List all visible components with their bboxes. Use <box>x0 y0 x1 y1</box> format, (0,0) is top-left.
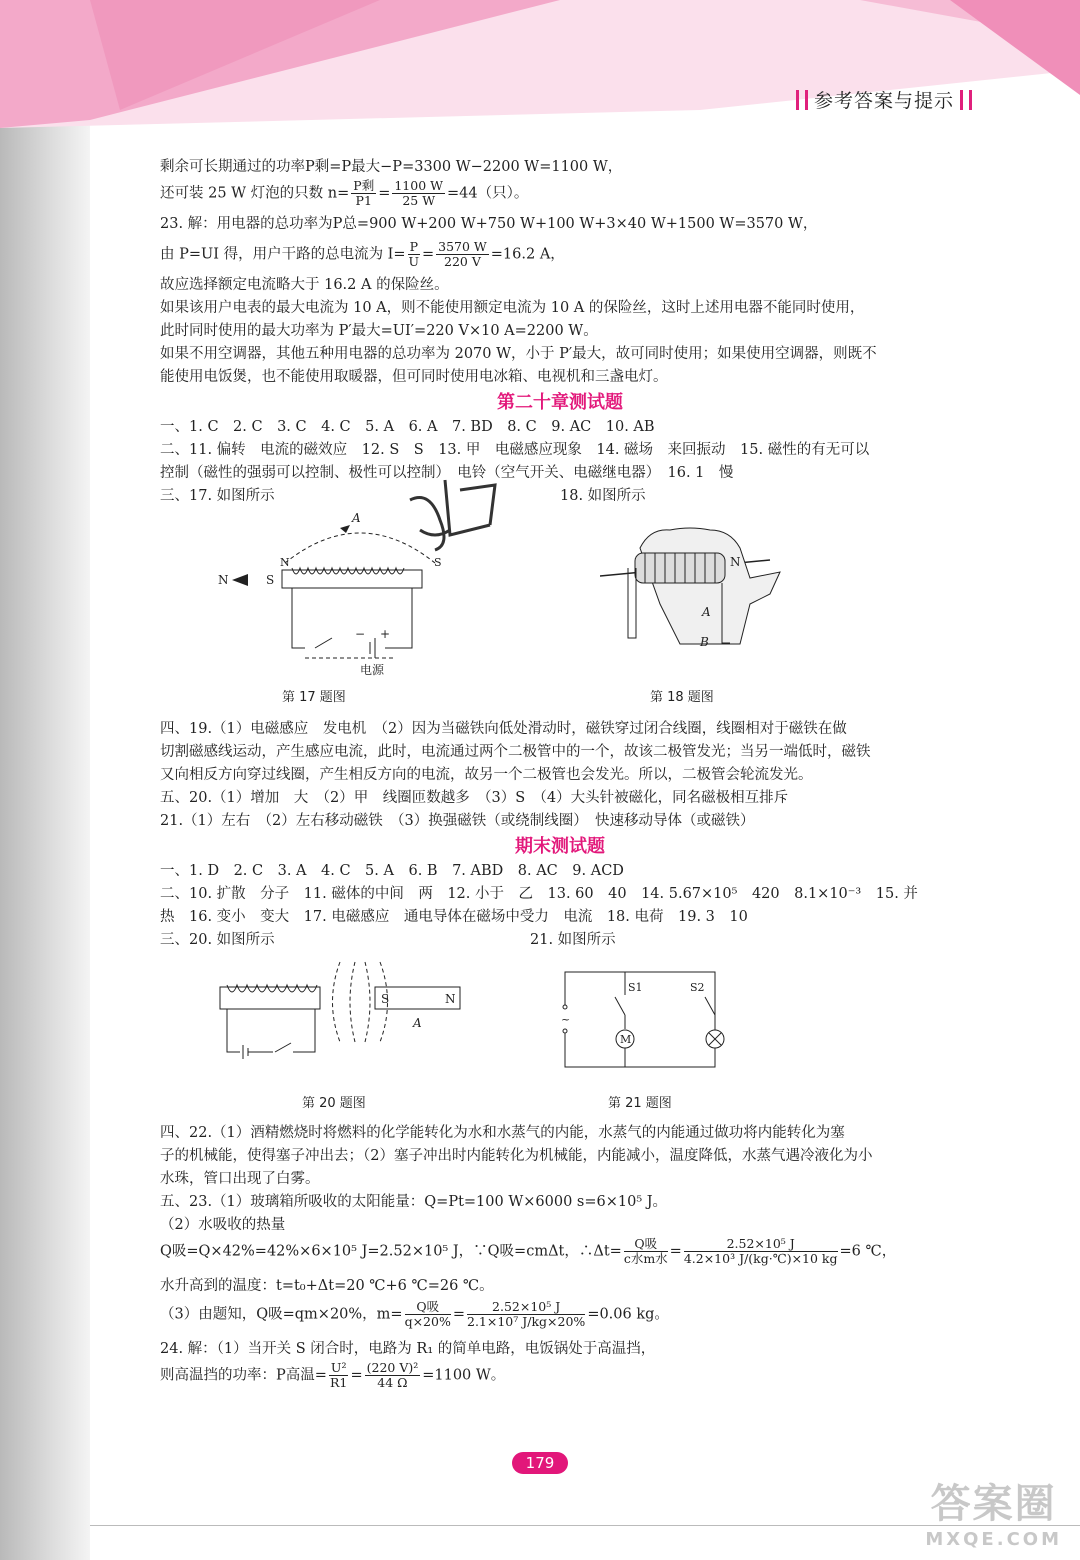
header-title: 参考答案与提示 <box>813 90 954 112</box>
text-line: 子的机械能，使得塞子冲出去；（2）塞子冲出时内能转化为机械能，内能减小，温度降低，水蒸气遇冷液化为小 <box>160 1148 873 1164</box>
fraction: $\frac{\text{Q吸}}{q\times 20\%}$ <box>404 1299 451 1329</box>
text-line: 24. 解：（1）当开关 S 闭合时，电路为 R₁ 的简单电路，电饭锅处于高温挡， <box>160 1341 656 1357</box>
text-line: 五、23.（1）玻璃箱所吸收的太阳能量：Q=Pt=100 W×6000 s=6×10⁵ J。 <box>160 1194 668 1210</box>
text-line: 一、1. D 2. C 3. A 4. C 5. A 6. B 7. ABD 8. AC 9. ACD <box>160 863 624 879</box>
text-span: Q吸=Q×42%=42%×6×10⁵ J=2.52×10⁵ J，∵Q吸=cmΔt，∴Δt= <box>160 1243 622 1260</box>
svg-text:S1: S1 <box>628 981 643 994</box>
fraction: $\frac{\text{(220 V)²}}{44 \Omega}$ <box>366 1360 419 1390</box>
text-line: 热 16. 变小 变大 17. 电磁感应 通电导体在磁场中受力 电流 18. 电荷 19. 3 10 <box>160 909 748 925</box>
text-line: 21.（1）左右 （2）左右移动磁铁 （3）换强磁铁（或绕制线圈） 快速移动导体（或磁铁） <box>160 813 755 829</box>
watermark-text: 答案圈 <box>930 1481 1057 1527</box>
svg-text:N: N <box>218 573 229 587</box>
watermark-url: MXQE.COM <box>925 1529 1062 1550</box>
svg-text:S: S <box>434 556 442 569</box>
figure-17-caption: 第 17 题图 <box>282 690 346 705</box>
svg-text:N: N <box>280 556 290 569</box>
text-line <box>160 485 960 508</box>
svg-text:S2: S2 <box>690 981 705 994</box>
text-line: 水升高到的温度：t=t₀+Δt=20 ℃+6 ℃=26 ℃。 <box>160 1278 494 1294</box>
svg-text:B: B <box>700 635 709 649</box>
header-bar-left2 <box>805 90 808 110</box>
text-line: 一、1. C 2. C 3. C 4. C 5. A 6. A 7. BD 8. C 9. AC 10. AB <box>160 419 655 435</box>
text-span: 三、20. 如图所示 <box>160 932 275 948</box>
text-line: 23. 解：用电器的总功率为P总=900 W+200 W+750 W+100 W+3×40 W+1500 W=3570 W， <box>160 216 818 232</box>
text-line-frac: Q吸=Q×42%=42%×6×10⁵ J=2.52×10⁵ J，∵Q吸=cmΔt，∴Δt= $\frac{\text{Q吸}}{\text{c水m水}}$ = $\frac{\text{2.52×10⁵ J}}{\text{4.2×10³ J/(kg·℃)×10 kg}}$ =6 ℃， <box>160 1236 897 1266</box>
svg-text:N: N <box>730 555 741 569</box>
text-line: 水珠，管口出现了白雾。 <box>160 1171 320 1187</box>
svg-text:M: M <box>620 1033 632 1046</box>
text-span: （3）由题知，Q吸=qm×20%，m= <box>160 1306 403 1323</box>
text-span: 还可装 25 W 灯泡的只数 n= <box>160 185 350 202</box>
watermark-logo <box>925 1472 1062 1550</box>
figures-17-18 <box>160 508 960 718</box>
fraction: $\frac{\text{2.52×10⁵ J}}{\text{2.1×10⁷ J/kg×20\%}}$ <box>467 1299 586 1329</box>
text-line: 剩余可长期通过的功率P剩=P最大−P=3300 W−2200 W=1100 W， <box>160 159 623 175</box>
text-line: 此时同时使用的最大功率为 P′最大=UI′=220 V×10 A=2200 W。 <box>160 323 598 339</box>
text-line <box>160 929 960 952</box>
figures-20-21 <box>160 952 960 1122</box>
page-content <box>160 156 960 1395</box>
text-line-frac: （3）由题知，Q吸=qm×20%，m= $\frac{\text{Q吸}}{q\times 20\%}$ = $\frac{\text{2.52×10⁵ J}}{\text{2.1×10⁷ J/kg×20\%}}$ =0.06 kg。 <box>160 1299 669 1329</box>
figure-20-diagram <box>215 957 485 1087</box>
text-span: 三、17. 如图所示 <box>160 488 275 504</box>
text-span: 则高温挡的功率：P高温= <box>160 1367 327 1384</box>
text-line-frac: 则高温挡的功率：P高温= $\frac{\text{U²}}{R1}$ = $\frac{\text{(220 V)²}}{44 \Omega}$ =1100 W。 <box>160 1360 506 1390</box>
text-line: 二、10. 扩散 分子 11. 磁体的中间 两 12. 小于 乙 13. 60 40 14. 5.67×10⁵ 420 8.1×10⁻³ 15. 并 <box>160 886 918 902</box>
text-line: 五、20.（1）增加 大 （2）甲 线圈匝数越多 （3）S （4）大头针被磁化，同名磁极相互排斥 <box>160 790 789 806</box>
svg-text:A: A <box>352 511 361 525</box>
text-line-frac: 由 P=UI 得，用户干路的总电流为 I= $\frac{P}{U}$ = $\frac{3570 W}{220 V}$ =16.2 A， <box>160 239 565 269</box>
text-span: 21. 如图所示 <box>530 932 616 948</box>
figure-18-caption: 第 18 题图 <box>650 690 714 705</box>
text-line: 控制（磁性的强弱可以控制、极性可以控制） 电铃（空气开关、电磁继电器） 16. 1 慢 <box>160 465 734 481</box>
svg-text:A: A <box>702 605 711 619</box>
section-title: 期末测试题 <box>515 836 605 857</box>
fraction: $\frac{1100 W}{25 W}$ <box>394 178 443 208</box>
header-bar-right2 <box>969 90 972 110</box>
text-line: 故应选择额定电流略大于 16.2 A 的保险丝。 <box>160 277 449 293</box>
text-line: 如果不用空调器，其他五种用电器的总功率为 2070 W，小于 P′最大，故可同时使用；如果使用空调器，则既不 <box>160 346 877 362</box>
svg-text:A: A <box>413 1016 422 1030</box>
fraction: $\frac{\text{P剩}}{P1}$ <box>353 178 375 208</box>
text-line-frac: 还可装 25 W 灯泡的只数 n= $\frac{\text{P剩}}{P1}$ = $\frac{1100 W}{25 W}$ =44（只）。 <box>160 178 529 208</box>
page-number: 179 <box>512 1452 568 1474</box>
text-span: 18. 如图所示 <box>560 488 646 504</box>
figure-20-caption: 第 20 题图 <box>302 1096 366 1111</box>
svg-text:N: N <box>445 992 456 1006</box>
fraction: $\frac{\text{2.52×10⁵ J}}{\text{4.2×10³ J/(kg·℃)×10 kg}}$ <box>683 1236 838 1266</box>
text-line: 四、19.（1）电磁感应 发电机 （2）因为当磁铁向低处滑动时，磁铁穿过闭合线圈，线圈相对于磁铁在做 <box>160 721 847 737</box>
fraction: $\frac{\text{Q吸}}{\text{c水m水}}$ <box>623 1236 668 1266</box>
figure-21-caption: 第 21 题图 <box>608 1096 672 1111</box>
fraction: $\frac{\text{U²}}{R1}$ <box>329 1360 348 1390</box>
text-line: 又向相反方向穿过线圈，产生相反方向的电流，故另一个二极管也会发光。所以，二极管会轮流发光。 <box>160 767 813 783</box>
fraction: $\frac{P}{U}$ <box>408 239 420 269</box>
svg-text:S: S <box>266 573 275 587</box>
svg-text:+: + <box>380 627 391 641</box>
text-line: 切割磁感线运动，产生感应电流，此时，电流通过两个二极管中的一个，故该二极管发光；当另一端低时，磁铁 <box>160 744 871 760</box>
figure-21-diagram <box>560 967 730 1077</box>
header-bar-left <box>796 90 799 110</box>
fraction: $\frac{3570 W}{220 V}$ <box>438 239 487 269</box>
svg-text:电源: 电源 <box>360 663 385 677</box>
figure-18-diagram <box>600 508 800 678</box>
section-title: 第二十章测试题 <box>497 392 623 413</box>
svg-text:S: S <box>381 992 390 1006</box>
running-header <box>796 86 972 113</box>
text-line: 能使用电饭煲，也不能使用取暖器，但可同时使用电冰箱、电视机和三盏电灯。 <box>160 369 668 385</box>
text-line: （2）水吸收的热量 <box>160 1217 286 1233</box>
text-line: 二、11. 偏转 电流的磁效应 12. S S 13. 甲 电磁感应现象 14. 磁场 来回振动 15. 磁性的有无可以 <box>160 442 870 458</box>
header-bar-right <box>960 90 963 110</box>
text-line: 四、22.（1）酒精燃烧时将燃料的化学能转化为水和水蒸气的内能，水蒸气的内能通过做功将内能转化为塞 <box>160 1125 845 1141</box>
header-band <box>0 0 1080 140</box>
svg-text:~: ~ <box>561 1013 571 1026</box>
text-span: 由 P=UI 得，用户干路的总电流为 I= <box>160 246 406 263</box>
svg-text:−: − <box>355 627 366 641</box>
book-spine-shadow <box>0 0 90 1560</box>
handwritten-scribble <box>400 470 510 560</box>
text-line: 如果该用户电表的最大电流为 10 A，则不能使用额定电流为 10 A 的保险丝，这时上述用电器不能同时使用， <box>160 300 865 316</box>
